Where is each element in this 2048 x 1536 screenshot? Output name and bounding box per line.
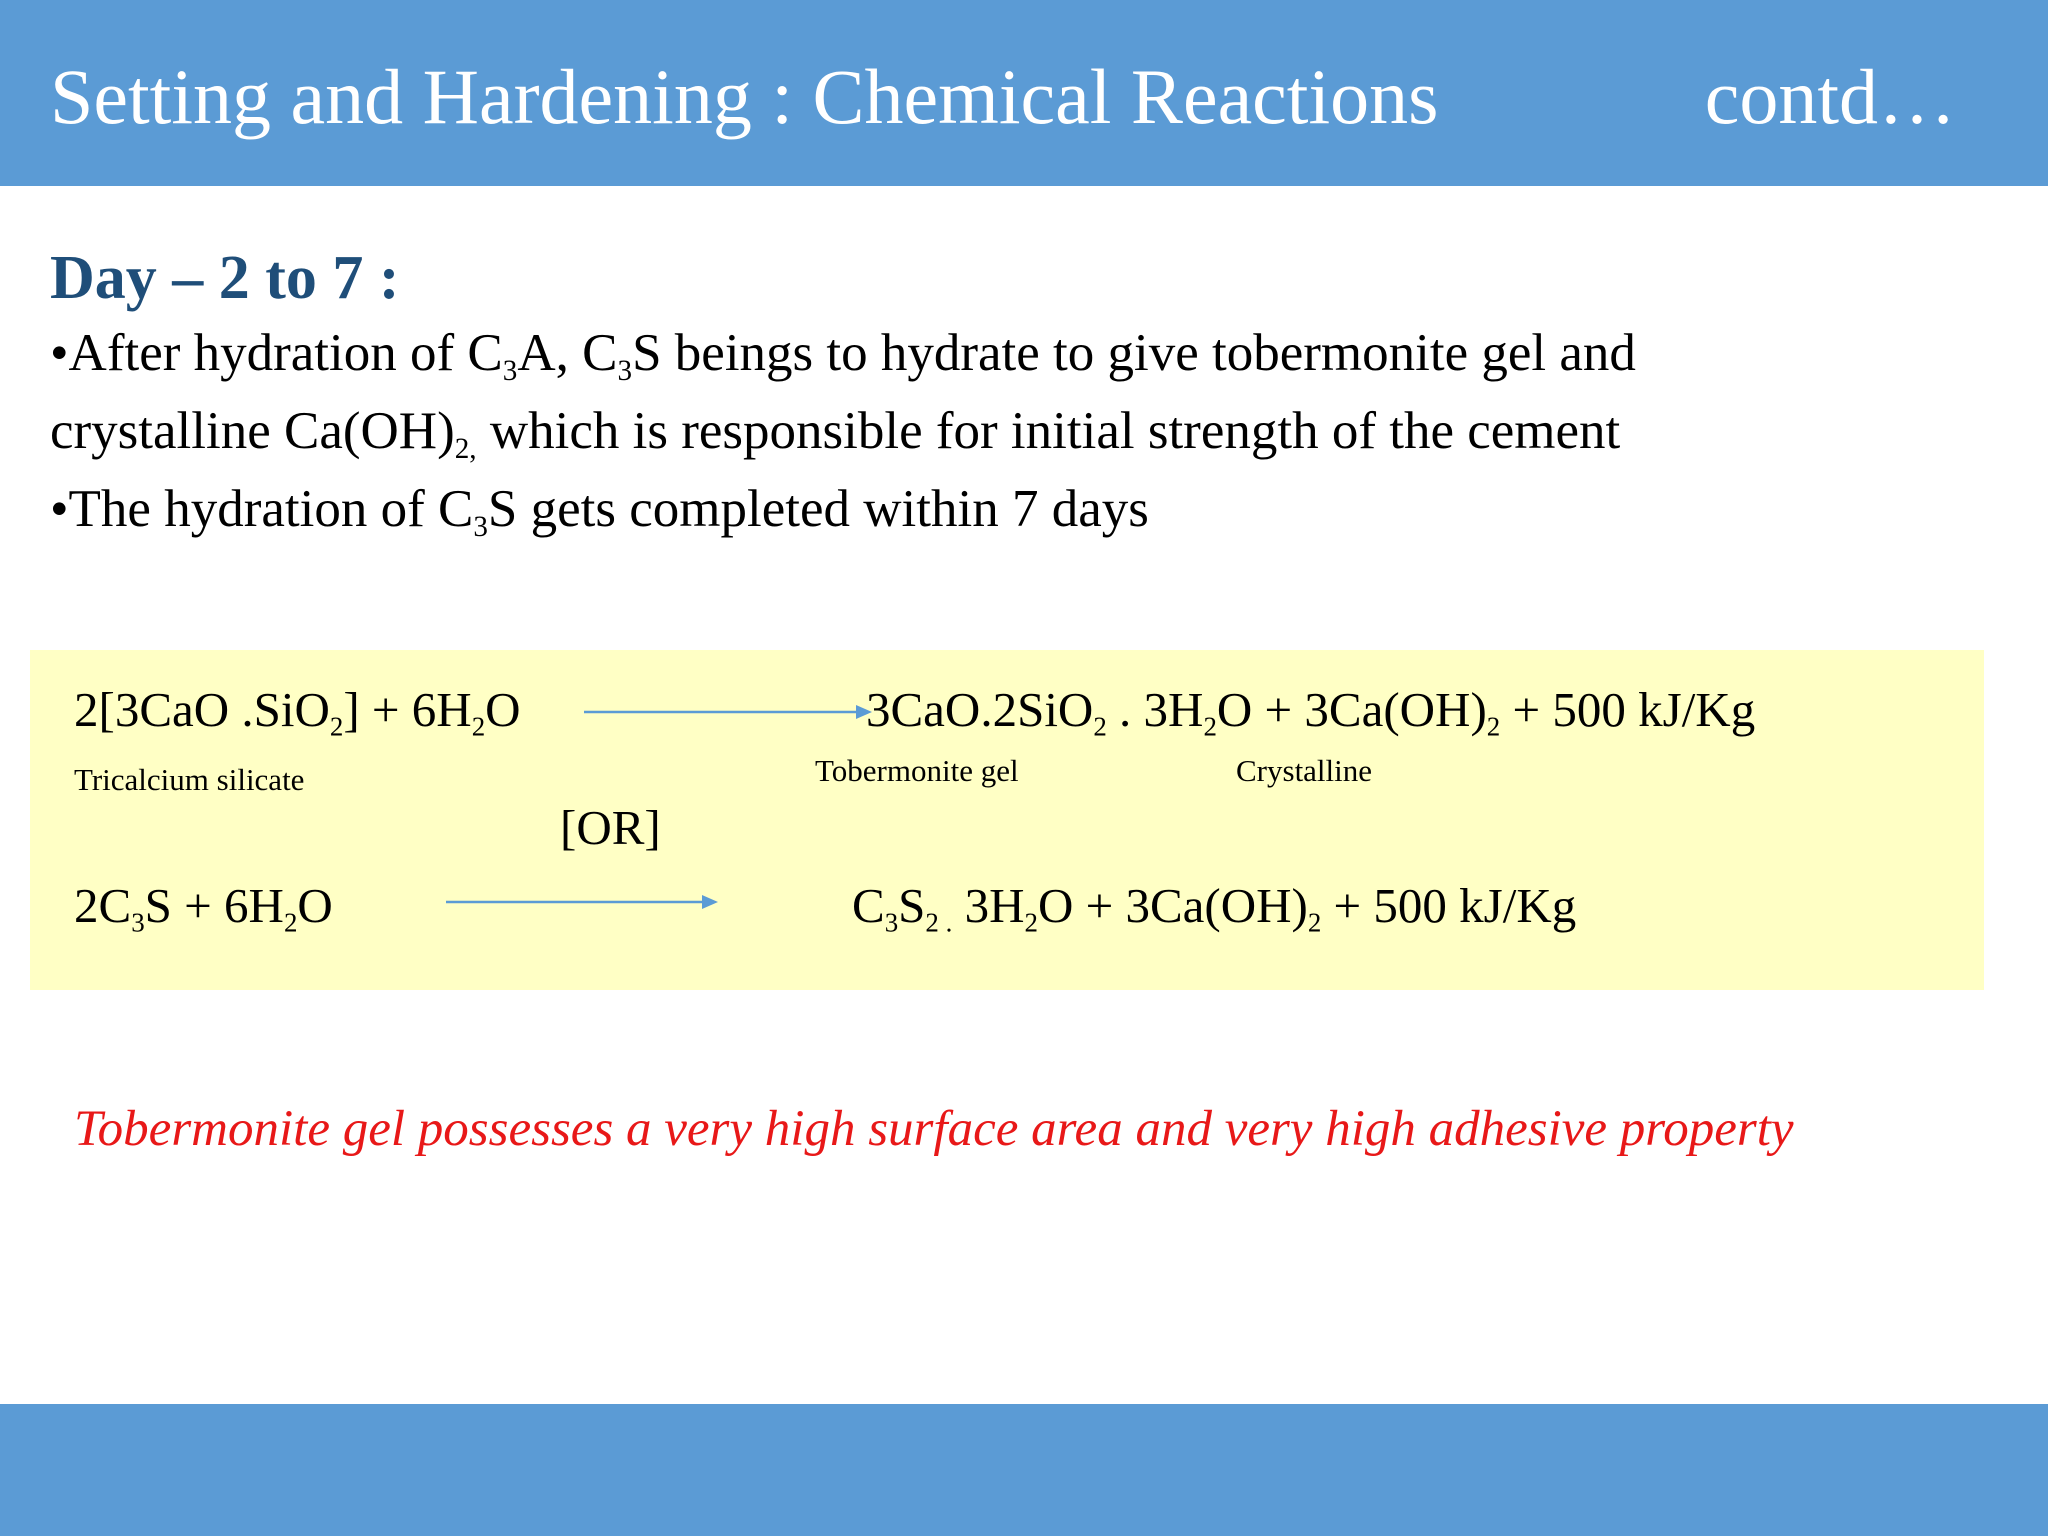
title-bar — [0, 0, 2048, 186]
subscript: 3 — [473, 511, 488, 544]
subscript: 2 — [1307, 907, 1322, 938]
bullet-1-line-2 — [50, 392, 2010, 470]
text-run: + 500 kJ/Kg — [1321, 878, 1577, 933]
text-run: + 500 kJ/Kg — [1500, 682, 1756, 737]
subscript: 2 — [283, 907, 298, 938]
text-run: 2[3CaO .SiO — [74, 682, 330, 737]
label-tricalcium-silicate: Tricalcium silicate — [74, 762, 305, 797]
subscript: 2 . — [925, 907, 953, 938]
subscript: 3 — [884, 907, 899, 938]
subscript: 2 — [1486, 711, 1501, 742]
bullet-2 — [50, 470, 2010, 548]
subscript: 3 — [502, 355, 518, 388]
text-run: •The hydration of C — [50, 480, 474, 538]
highlight-note: Tobermonite gel possesses a very high surface area and very high adhesive property — [74, 1101, 1794, 1157]
text-run: 3H — [952, 878, 1025, 933]
text-run: C — [852, 878, 885, 933]
text-run: . 3H — [1106, 682, 1204, 737]
subscript: 2, — [454, 433, 477, 466]
bullet-list — [50, 314, 2010, 548]
equation-2-reactants — [74, 876, 333, 936]
text-run: S — [898, 878, 926, 933]
continued-label: contd… — [1704, 53, 1956, 140]
equation-1-products — [866, 680, 1755, 740]
or-separator: [OR] — [560, 800, 661, 855]
equation-box — [30, 650, 1984, 990]
section-heading: Day – 2 to 7 : — [50, 244, 400, 312]
text-run: S + 6H — [144, 878, 284, 933]
reaction-arrow-1 — [584, 702, 874, 722]
text-run: 3CaO.2SiO — [866, 682, 1094, 737]
text-run: •After hydration of C — [50, 324, 503, 382]
slide-title: Setting and Hardening : Chemical Reactions — [50, 53, 1439, 140]
text-run: O — [485, 682, 521, 737]
text-run: O — [297, 878, 333, 933]
text-run: 2C — [74, 878, 132, 933]
subscript: 2 — [1093, 711, 1107, 742]
label-crystalline: Crystalline — [1236, 753, 1373, 788]
text-run: O + 3Ca(OH) — [1216, 682, 1487, 737]
reaction-arrow-2 — [446, 892, 736, 912]
text-run: ] + 6H — [343, 682, 472, 737]
text-run: S beings to hydrate to give tobermonite gel and — [632, 324, 1636, 382]
text-run: which is responsible for initial strength of the cement — [476, 402, 1621, 460]
footer-bar — [0, 1404, 2048, 1536]
subscript: 2 — [1203, 711, 1217, 742]
text-run: S gets completed within 7 days — [487, 480, 1149, 538]
bullet-1-line-1 — [50, 314, 2010, 392]
equation-1-reactants — [74, 680, 521, 740]
label-tobermonite-gel: Tobermonite gel — [815, 753, 1019, 788]
subscript: 3 — [131, 907, 145, 938]
subscript: 2 — [1024, 907, 1038, 938]
equation-2-products — [852, 876, 1576, 936]
subscript: 2 — [329, 711, 344, 742]
subscript: 2 — [471, 711, 486, 742]
text-run: O + 3Ca(OH) — [1037, 878, 1308, 933]
text-run: crystalline Ca(OH) — [50, 402, 455, 460]
text-run: A, C — [517, 324, 618, 382]
subscript: 3 — [617, 355, 633, 388]
